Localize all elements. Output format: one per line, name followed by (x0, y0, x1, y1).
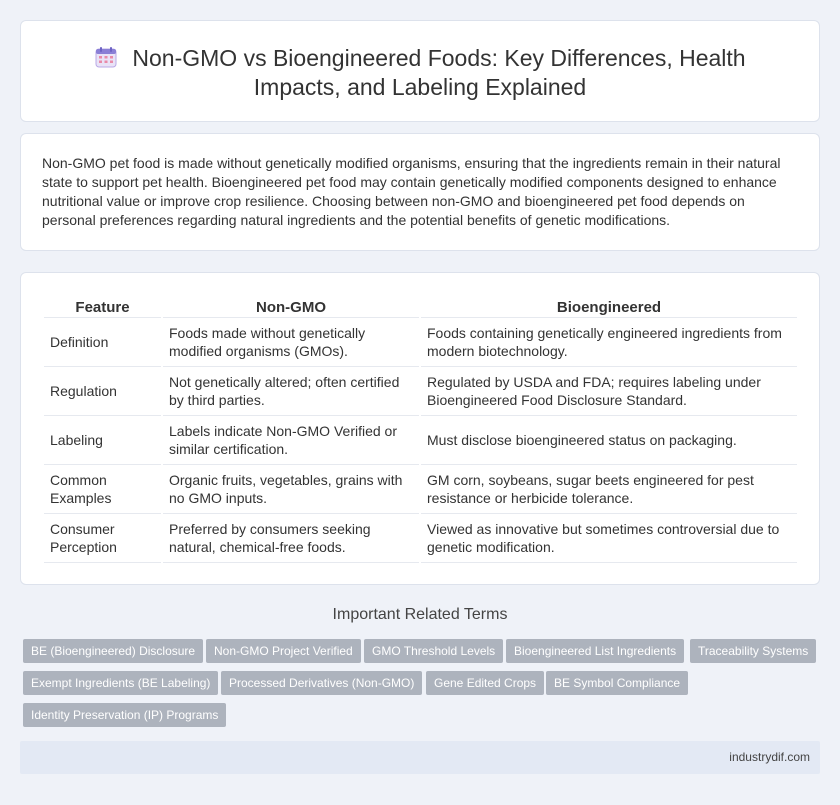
header-feature: Feature (44, 296, 161, 318)
non-gmo-cell: Labels indicate Non-GMO Verified or similar certification. (163, 416, 419, 465)
related-term-tag[interactable]: BE Symbol Compliance (546, 671, 688, 695)
comparison-card (20, 272, 820, 585)
related-terms-title: Important Related Terms (332, 606, 508, 623)
table-row (44, 367, 797, 416)
non-gmo-cell: Foods made without genetically modified organisms (GMOs). (163, 318, 419, 367)
related-term-tag[interactable]: Bioengineered List Ingredients (506, 639, 684, 663)
bioengineered-cell: GM corn, soybeans, sugar beets engineered for pest resistance or herbicide tolerance. (421, 465, 797, 514)
non-gmo-cell: Organic fruits, vegetables, grains with no GMO inputs. (163, 465, 419, 514)
calendar-icon (94, 45, 118, 69)
title-line-1: Non-GMO vs Bioengineered Foods: Key Differences, Health (132, 45, 746, 71)
feature-cell: Definition (44, 318, 161, 367)
header-bioengineered: Bioengineered (421, 296, 797, 318)
bioengineered-cell: Viewed as innovative but sometimes controversial due to genetic modification. (421, 514, 797, 563)
non-gmo-cell: Not genetically altered; often certified by third parties. (163, 367, 419, 416)
related-term-tag[interactable]: BE (Bioengineered) Disclosure (23, 639, 203, 663)
header-non-gmo: Non-GMO (163, 296, 419, 318)
related-term-tag[interactable]: Exempt Ingredients (BE Labeling) (23, 671, 218, 695)
footer (20, 741, 820, 774)
comparison-table (42, 296, 799, 563)
intro-card (20, 133, 820, 251)
related-term-tag[interactable]: Non-GMO Project Verified (206, 639, 361, 663)
feature-cell: Consumer Perception (44, 514, 161, 563)
title-card (20, 20, 820, 122)
related-term-tag[interactable]: Identity Preservation (IP) Programs (23, 703, 226, 727)
page-title (21, 44, 819, 102)
related-term-tag[interactable]: Gene Edited Crops (426, 671, 544, 695)
table-header-row (44, 296, 797, 318)
related-term-tag[interactable]: GMO Threshold Levels (364, 639, 503, 663)
feature-cell: Common Examples (44, 465, 161, 514)
table-row (44, 318, 797, 367)
related-term-tag[interactable]: Traceability Systems (690, 639, 816, 663)
footer-site-name[interactable]: industrydif.com (729, 750, 810, 764)
table-row (44, 416, 797, 465)
related-term-tag[interactable]: Processed Derivatives (Non-GMO) (221, 671, 422, 695)
bioengineered-cell: Must disclose bioengineered status on packaging. (421, 416, 797, 465)
table-row (44, 514, 797, 563)
table-row (44, 465, 797, 514)
bioengineered-cell: Foods containing genetically engineered ingredients from modern biotechnology. (421, 318, 797, 367)
intro-paragraph: Non-GMO pet food is made without genetically modified organisms, ensuring that the ingredients remain in their natural state to support pet health. Bioengineered pet food may contain genetically modified components designed to enhance nutritional value or improve crop resilience. Choosing between non-GMO and bioengineered pet food depends on personal preferences regarding natural ingredients and the potential benefits of genetic modifications. (42, 155, 781, 228)
non-gmo-cell: Preferred by consumers seeking natural, chemical-free foods. (163, 514, 419, 563)
title-line-2: Impacts, and Labeling Explained (253, 74, 587, 100)
feature-cell: Labeling (44, 416, 161, 465)
bioengineered-cell: Regulated by USDA and FDA; requires labeling under Bioengineered Food Disclosure Standard. (421, 367, 797, 416)
feature-cell: Regulation (44, 367, 161, 416)
